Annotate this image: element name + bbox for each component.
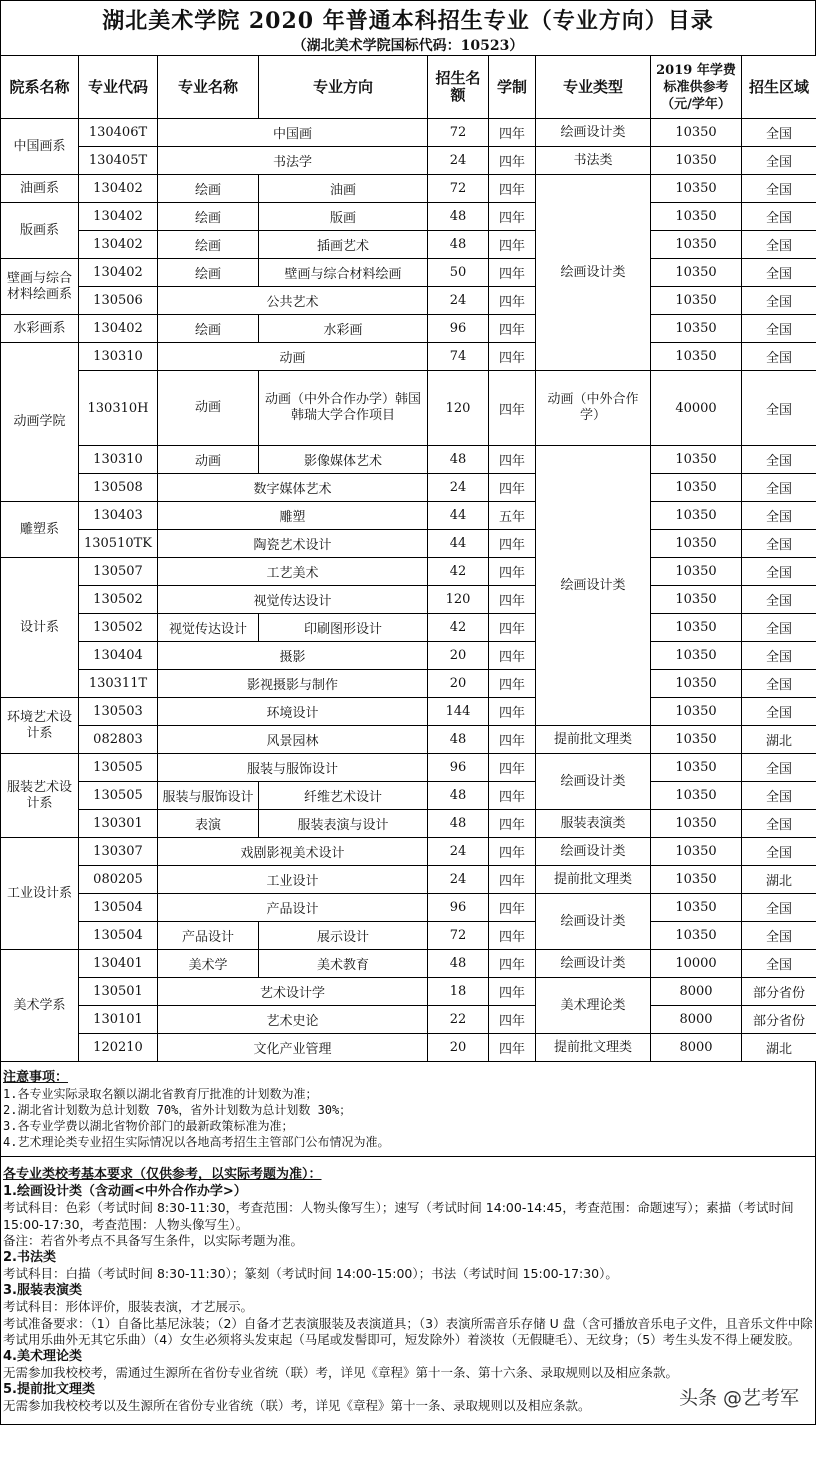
requirement-line: 考试准备要求：（1）自备比基尼泳装；（2）自备才艺表演服装及表演道具；（3）表演所需音乐存储 U 盘（含可播放音乐电子文件，且音乐文件中除考试用乐曲外无其它乐曲）（4）女生必须将头发束起（马尾或发髻即可，短发除外）着淡妆（无假睫毛）、无纹身；（5）考生头发不得上硬发胶。 [3,1315,813,1347]
code-cell: 130505 [79,754,158,782]
requirement-line: 考试科目：色彩（考试时间 8:30-11:30，考查范围：人物头像写生）；速写（考试时间 14:00-14:45，考查范围：命题速写）；素描（考试时间 15:00-17:30，考查范围：人物头像写生）。 [3,1200,794,1232]
table-row [1,259,816,287]
quota-cell: 20 [428,1034,489,1062]
region-cell: 全国 [742,642,816,670]
fee-cell: 10350 [651,315,742,343]
fee-cell: 10350 [651,474,742,502]
fee-cell: 10350 [651,670,742,698]
notes-section [0,1062,816,1157]
direction-cell: 文化产业管理 [158,1034,428,1062]
type-cell: 绘画设计类 [536,119,651,147]
table-row [1,754,816,782]
region-cell: 湖北 [742,1034,816,1062]
notes-heading: 注意事项： [3,1070,69,1085]
direction-cell: 数字媒体艺术 [158,474,428,502]
header-fee: 2019 年学费标准供参考（元/学年） [651,56,742,119]
table-row [1,586,816,614]
quota-cell: 48 [428,810,489,838]
region-cell: 全国 [742,838,816,866]
table-body [1,119,816,1062]
years-cell: 四年 [489,866,536,894]
direction-cell: 版画 [259,203,428,231]
table-row [1,950,816,978]
note-item: 1.各专业实际录取名额以湖北省教育厅批准的计划数为准； [3,1087,318,1101]
code-cell: 130403 [79,502,158,530]
quota-cell: 22 [428,1006,489,1034]
quota-cell: 44 [428,530,489,558]
requirement-line: 无需参加我校校考以及生源所在省份专业省统（联）考，详见《章程》第十一条、录取规则以及相应条款。 [3,1398,591,1413]
dept-cell: 美术学系 [1,950,79,1062]
years-cell: 四年 [489,698,536,726]
code-cell: 130404 [79,642,158,670]
fee-cell: 10350 [651,119,742,147]
years-cell: 四年 [489,530,536,558]
years-cell: 四年 [489,446,536,474]
region-cell: 全国 [742,315,816,343]
years-cell: 四年 [489,474,536,502]
dept-cell: 版画系 [1,203,79,259]
requirement-line: 备注：若省外考点不具备写生条件，以实际考题为准。 [3,1233,304,1248]
region-cell: 全国 [742,922,816,950]
quota-cell: 120 [428,586,489,614]
table-row [1,614,816,642]
requirement-category-title: 5.提前批文理类 [3,1381,95,1397]
document-title: 湖北美术学院 2020 年普通本科招生专业（专业方向）目录 [102,8,714,34]
direction-cell: 陶瓷艺术设计 [158,530,428,558]
dept-cell: 服装艺术设计系 [1,754,79,838]
quota-cell: 48 [428,726,489,754]
years-cell: 四年 [489,287,536,315]
quota-cell: 42 [428,558,489,586]
direction-cell: 油画 [259,175,428,203]
direction-cell: 工业设计 [158,866,428,894]
region-cell: 湖北 [742,726,816,754]
major-name-cell: 绘画 [158,175,259,203]
type-cell: 美术理论类 [536,978,651,1034]
region-cell: 全国 [742,343,816,371]
quota-cell: 96 [428,315,489,343]
code-cell: 120210 [79,1034,158,1062]
years-cell: 四年 [489,558,536,586]
years-cell: 四年 [489,175,536,203]
table-row [1,726,816,754]
quota-cell: 24 [428,866,489,894]
direction-cell: 艺术设计学 [158,978,428,1006]
dept-cell: 动画学院 [1,343,79,502]
quota-cell: 96 [428,894,489,922]
code-cell: 130506 [79,287,158,315]
code-cell: 130503 [79,698,158,726]
table-row [1,782,816,810]
direction-cell: 中国画 [158,119,428,147]
major-name-cell: 表演 [158,810,259,838]
note-item: 4.艺术理论类专业招生实际情况以各地高考招生主管部门公布情况为准。 [3,1135,390,1149]
years-cell: 四年 [489,203,536,231]
fee-cell: 10350 [651,726,742,754]
direction-cell: 戏剧影视美术设计 [158,838,428,866]
region-cell: 全国 [742,474,816,502]
type-cell: 绘画设计类 [536,950,651,978]
fee-cell: 10350 [651,446,742,474]
major-name-cell: 动画 [158,446,259,474]
region-cell: 全国 [742,203,816,231]
fee-cell: 8000 [651,978,742,1006]
table-row [1,175,816,203]
code-cell: 130507 [79,558,158,586]
note-item: 3.各专业学费以湖北省物价部门的最新政策标准为准； [3,1119,294,1133]
table-row [1,343,816,371]
fee-cell: 10350 [651,894,742,922]
table-row [1,203,816,231]
quota-cell: 48 [428,203,489,231]
code-cell: 130310H [79,371,158,446]
code-cell: 130402 [79,203,158,231]
direction-cell: 雕塑 [158,502,428,530]
fee-cell: 10350 [651,642,742,670]
region-cell: 湖北 [742,866,816,894]
years-cell: 四年 [489,119,536,147]
header-direction: 专业方向 [259,56,428,119]
region-cell: 全国 [742,371,816,446]
region-cell: 部分省份 [742,978,816,1006]
code-cell: 130502 [79,586,158,614]
requirement-line: 考试科目：形体评价，服装表演，才艺展示。 [3,1299,254,1314]
direction-cell: 印刷图形设计 [259,614,428,642]
requirement-category-title: 3.服装表演类 [3,1282,82,1298]
table-row [1,231,816,259]
type-cell: 提前批文理类 [536,726,651,754]
quota-cell: 48 [428,446,489,474]
fee-cell: 10000 [651,950,742,978]
requirements-section [0,1157,816,1425]
direction-cell: 插画艺术 [259,231,428,259]
fee-cell: 10350 [651,343,742,371]
header-quota: 招生名额 [428,56,489,119]
requirements-body [3,1184,813,1415]
fee-cell: 10350 [651,782,742,810]
document-subtitle: （湖北美术学院国标代码：10523） [292,38,524,54]
code-cell: 130406T [79,119,158,147]
fee-cell: 10350 [651,231,742,259]
table-row [1,287,816,315]
fee-cell: 40000 [651,371,742,446]
region-cell: 全国 [742,894,816,922]
quota-cell: 20 [428,670,489,698]
fee-cell: 10350 [651,287,742,315]
code-cell: 130502 [79,614,158,642]
dept-cell: 油画系 [1,175,79,203]
years-cell: 四年 [489,259,536,287]
type-cell: 绘画设计类 [536,446,651,726]
requirement-line: 无需参加我校校考，需通过生源所在省份专业省统（联）考，详见《章程》第十一条、第十六条、录取规则以及相应条款。 [3,1365,679,1380]
fee-cell: 10350 [651,838,742,866]
header-region: 招生区域 [742,56,816,119]
header-code: 专业代码 [79,56,158,119]
table-row [1,1034,816,1062]
table-header-row [1,56,816,119]
direction-cell: 展示设计 [259,922,428,950]
quota-cell: 72 [428,922,489,950]
direction-cell: 风景园林 [158,726,428,754]
table-row [1,530,816,558]
code-cell: 130405T [79,147,158,175]
note-item: 2.湖北省计划数为总计划数 70%，省外计划数为总计划数 30%； [3,1103,352,1117]
years-cell: 四年 [489,1006,536,1034]
major-name-cell: 绘画 [158,315,259,343]
fee-cell: 10350 [651,586,742,614]
table-row [1,810,816,838]
years-cell: 四年 [489,371,536,446]
region-cell: 全国 [742,558,816,586]
quota-cell: 96 [428,754,489,782]
direction-cell: 服装表演与设计 [259,810,428,838]
quota-cell: 144 [428,698,489,726]
requirement-line: 考试科目：白描（考试时间 8:30-11:30）；篆刻（考试时间 14:00-15:00）；书法（考试时间 15:00-17:30）。 [3,1266,618,1281]
years-cell: 四年 [489,726,536,754]
fee-cell: 10350 [651,810,742,838]
table-row [1,894,816,922]
code-cell: 080205 [79,866,158,894]
table-row [1,371,816,446]
years-cell: 四年 [489,614,536,642]
fee-cell: 10350 [651,754,742,782]
code-cell: 130508 [79,474,158,502]
table-row [1,922,816,950]
region-cell: 全国 [742,782,816,810]
direction-cell: 纤维艺术设计 [259,782,428,810]
code-cell: 130402 [79,315,158,343]
fee-cell: 10350 [651,203,742,231]
dept-cell: 壁画与综合材料绘画系 [1,259,79,315]
table-row [1,670,816,698]
title-block [0,0,816,55]
direction-cell: 动画（中外合作办学）韩国韩瑞大学合作项目 [259,371,428,446]
years-cell: 四年 [489,810,536,838]
quota-cell: 50 [428,259,489,287]
direction-cell: 书法学 [158,147,428,175]
quota-cell: 24 [428,474,489,502]
major-name-cell: 绘画 [158,259,259,287]
direction-cell: 环境设计 [158,698,428,726]
major-name-cell: 产品设计 [158,922,259,950]
dept-cell: 设计系 [1,558,79,698]
table-row [1,119,816,147]
years-cell: 四年 [489,231,536,259]
type-cell: 绘画设计类 [536,175,651,371]
fee-cell: 10350 [651,558,742,586]
header-dept: 院系名称 [1,56,79,119]
type-cell: 绘画设计类 [536,894,651,950]
code-cell: 130101 [79,1006,158,1034]
fee-cell: 8000 [651,1006,742,1034]
fee-cell: 10350 [651,502,742,530]
region-cell: 全国 [742,502,816,530]
table-row [1,147,816,175]
table-row [1,838,816,866]
fee-cell: 10350 [651,259,742,287]
years-cell: 四年 [489,315,536,343]
type-cell: 服装表演类 [536,810,651,838]
region-cell: 全国 [742,950,816,978]
direction-cell: 壁画与综合材料绘画 [259,259,428,287]
years-cell: 四年 [489,343,536,371]
quota-cell: 24 [428,147,489,175]
quota-cell: 74 [428,343,489,371]
quota-cell: 42 [428,614,489,642]
years-cell: 四年 [489,950,536,978]
code-cell: 130505 [79,782,158,810]
direction-cell: 产品设计 [158,894,428,922]
fee-cell: 10350 [651,866,742,894]
dept-cell: 环境艺术设计系 [1,698,79,754]
years-cell: 四年 [489,147,536,175]
fee-cell: 10350 [651,530,742,558]
major-name-cell: 绘画 [158,231,259,259]
dept-cell: 雕塑系 [1,502,79,558]
quota-cell: 72 [428,119,489,147]
requirement-category-title: 4.美术理论类 [3,1348,82,1364]
quota-cell: 18 [428,978,489,1006]
table-row [1,978,816,1006]
type-cell: 书法类 [536,147,651,175]
code-cell: 130504 [79,894,158,922]
direction-cell: 艺术史论 [158,1006,428,1034]
majors-table [0,55,816,1062]
direction-cell: 工艺美术 [158,558,428,586]
code-cell: 082803 [79,726,158,754]
fee-cell: 10350 [651,922,742,950]
region-cell: 全国 [742,147,816,175]
watermark: 头条 @艺考军 [678,1386,799,1409]
table-row [1,502,816,530]
code-cell: 130310 [79,343,158,371]
region-cell: 全国 [742,231,816,259]
region-cell: 部分省份 [742,1006,816,1034]
direction-cell: 美术教育 [259,950,428,978]
dept-cell: 中国画系 [1,119,79,175]
type-cell: 绘画设计类 [536,754,651,810]
code-cell: 130402 [79,231,158,259]
code-cell: 130501 [79,978,158,1006]
type-cell: 提前批文理类 [536,866,651,894]
requirement-category-title: 2.书法类 [3,1249,56,1265]
years-cell: 四年 [489,978,536,1006]
dept-cell: 工业设计系 [1,838,79,950]
table-row [1,866,816,894]
region-cell: 全国 [742,614,816,642]
years-cell: 四年 [489,922,536,950]
major-name-cell: 美术学 [158,950,259,978]
header-name: 专业名称 [158,56,259,119]
region-cell: 全国 [742,175,816,203]
table-row [1,642,816,670]
years-cell: 四年 [489,586,536,614]
code-cell: 130311T [79,670,158,698]
region-cell: 全国 [742,259,816,287]
major-name-cell: 视觉传达设计 [158,614,259,642]
region-cell: 全国 [742,530,816,558]
direction-cell: 影像媒体艺术 [259,446,428,474]
major-name-cell: 绘画 [158,203,259,231]
direction-cell: 水彩画 [259,315,428,343]
years-cell: 四年 [489,838,536,866]
code-cell: 130510TK [79,530,158,558]
years-cell: 四年 [489,670,536,698]
table-row [1,474,816,502]
years-cell: 四年 [489,894,536,922]
region-cell: 全国 [742,586,816,614]
direction-cell: 服装与服饰设计 [158,754,428,782]
quota-cell: 48 [428,231,489,259]
code-cell: 130504 [79,922,158,950]
quota-cell: 20 [428,642,489,670]
fee-cell: 10350 [651,175,742,203]
code-cell: 130402 [79,259,158,287]
requirements-heading: 各专业类校考基本要求（仅供参考，以实际考题为准）： [3,1167,322,1182]
region-cell: 全国 [742,810,816,838]
fee-cell: 10350 [651,147,742,175]
quota-cell: 44 [428,502,489,530]
table-row [1,1006,816,1034]
region-cell: 全国 [742,287,816,315]
direction-cell: 摄影 [158,642,428,670]
region-cell: 全国 [742,670,816,698]
major-name-cell: 服装与服饰设计 [158,782,259,810]
region-cell: 全国 [742,446,816,474]
fee-cell: 10350 [651,698,742,726]
quota-cell: 24 [428,838,489,866]
years-cell: 五年 [489,502,536,530]
quota-cell: 24 [428,287,489,315]
code-cell: 130307 [79,838,158,866]
header-type: 专业类型 [536,56,651,119]
years-cell: 四年 [489,782,536,810]
fee-cell: 10350 [651,614,742,642]
quota-cell: 48 [428,950,489,978]
direction-cell: 影视摄影与制作 [158,670,428,698]
table-row [1,558,816,586]
header-years: 学制 [489,56,536,119]
code-cell: 130402 [79,175,158,203]
region-cell: 全国 [742,119,816,147]
code-cell: 130301 [79,810,158,838]
years-cell: 四年 [489,754,536,782]
table-row [1,446,816,474]
quota-cell: 72 [428,175,489,203]
years-cell: 四年 [489,642,536,670]
type-cell: 提前批文理类 [536,1034,651,1062]
direction-cell: 公共艺术 [158,287,428,315]
quota-cell: 120 [428,371,489,446]
type-cell: 绘画设计类 [536,838,651,866]
code-cell: 130310 [79,446,158,474]
direction-cell: 动画 [158,343,428,371]
years-cell: 四年 [489,1034,536,1062]
requirement-category-title: 1.绘画设计类（含动画<中外合作办学>） [3,1183,247,1199]
dept-cell: 水彩画系 [1,315,79,343]
region-cell: 全国 [742,754,816,782]
table-row [1,698,816,726]
region-cell: 全国 [742,698,816,726]
table-row [1,315,816,343]
direction-cell: 视觉传达设计 [158,586,428,614]
fee-cell: 8000 [651,1034,742,1062]
quota-cell: 48 [428,782,489,810]
code-cell: 130401 [79,950,158,978]
major-name-cell: 动画 [158,371,259,446]
type-cell: 动画（中外合作学） [536,371,651,446]
